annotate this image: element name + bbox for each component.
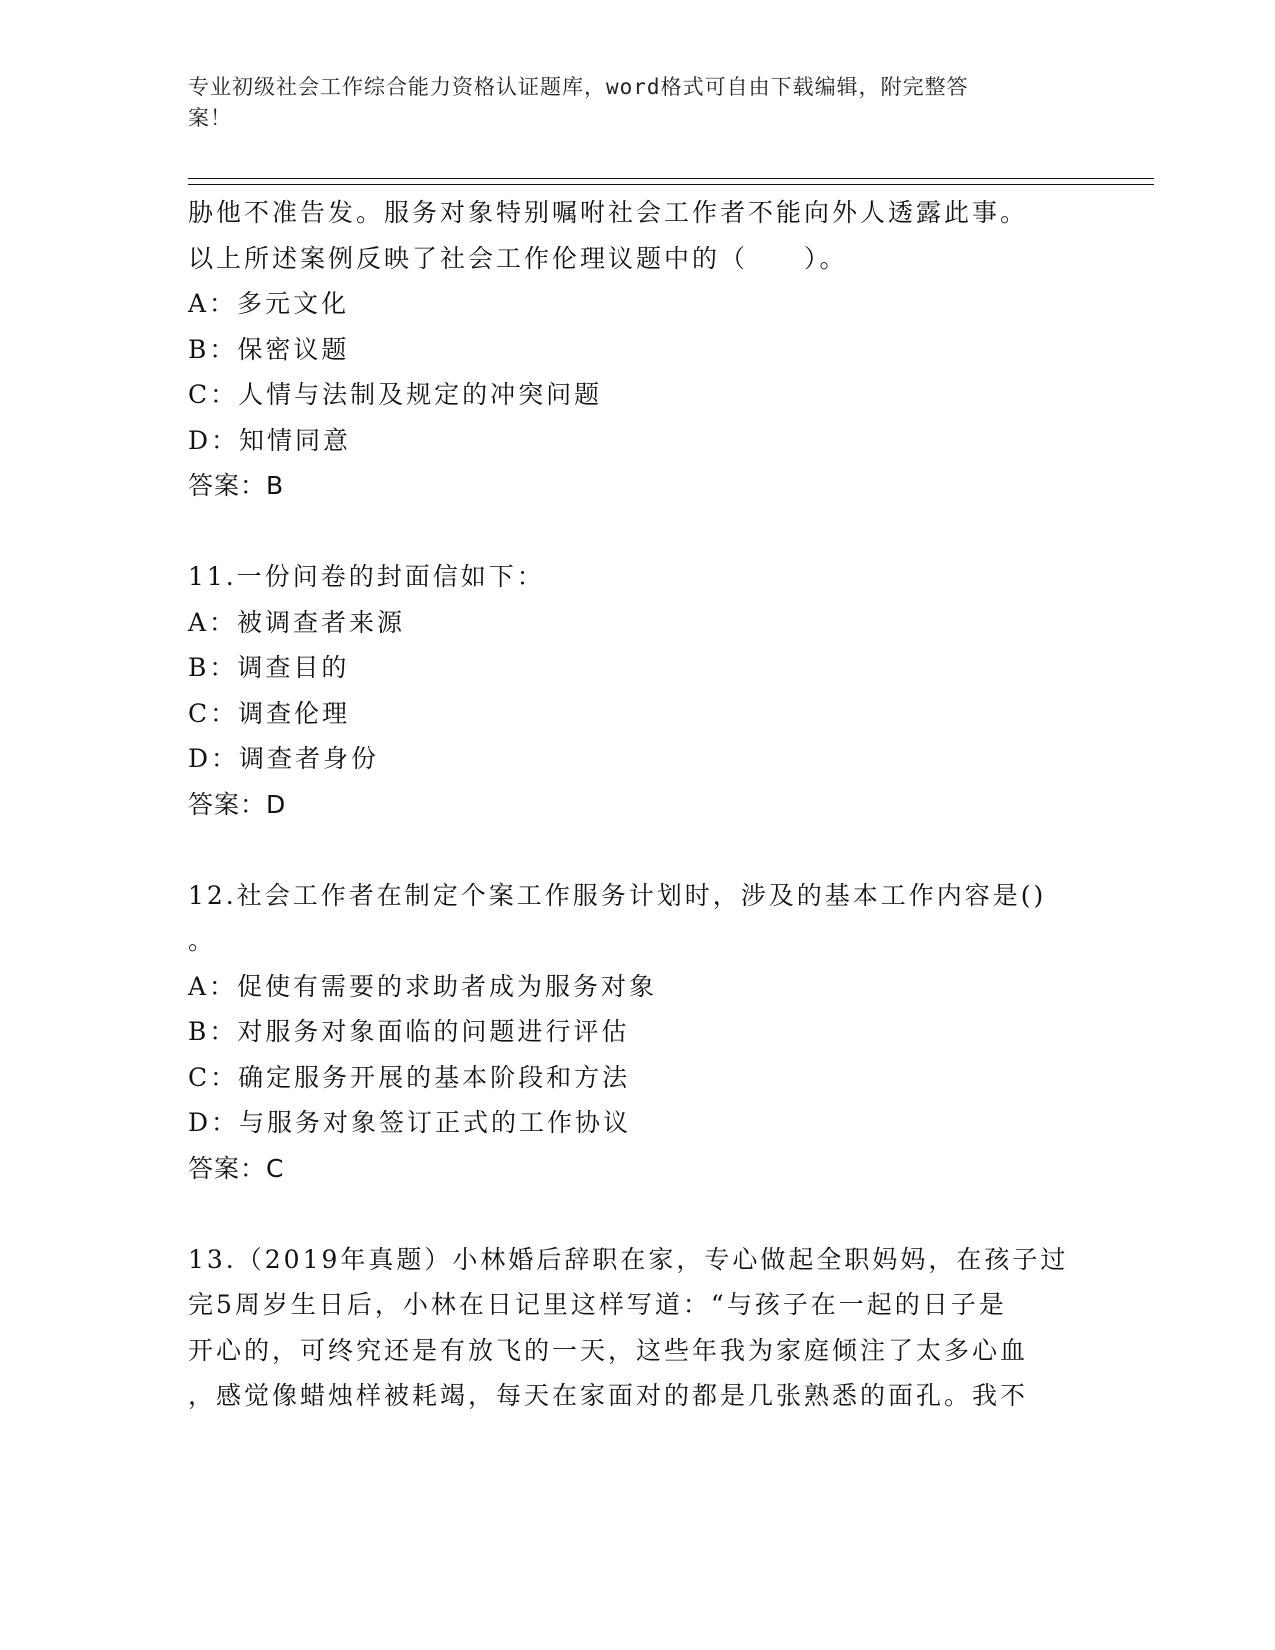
spacer	[188, 827, 1088, 873]
option-b: B：保密议题	[188, 334, 350, 364]
option-b: B：对服务对象面临的问题进行评估	[188, 1017, 630, 1046]
answer: 答案：B	[188, 471, 285, 500]
question-stem: 。	[188, 926, 217, 955]
option-d: D：知情同意	[188, 425, 352, 455]
question-stem: 完5周岁生日后，小林在日记里这样写道：“与孩子在一起的日子是	[188, 1290, 1007, 1319]
spacer	[188, 1191, 1088, 1237]
question-stem: 13.（2019年真题）小林婚后辞职在家，专心做起全职妈妈，在孩子过	[188, 1244, 1069, 1274]
option-a: A：促使有需要的求助者成为服务对象	[188, 971, 658, 1001]
header-line-2: 案！	[188, 106, 232, 130]
question-stem: 以上所述案例反映了社会工作伦理议题中的（ ）。	[188, 243, 848, 273]
option-c: C：确定服务开展的基本阶段和方法	[188, 1062, 631, 1092]
question-stem: 胁他不准告发。服务对象特别嘱咐社会工作者不能向外人透露此事。	[188, 198, 1029, 227]
answer: 答案：C	[188, 1153, 285, 1183]
option-a: A：被调查者来源	[188, 607, 406, 637]
question-stem: 12.社会工作者在制定个案工作服务计划时，涉及的基本工作内容是()	[188, 880, 1047, 910]
header-divider-bottom	[188, 184, 1154, 185]
spacer	[188, 509, 1088, 555]
question-stem: 11.一份问卷的封面信如下：	[188, 562, 545, 591]
option-a: A：多元文化	[188, 289, 350, 318]
answer: 答案：D	[188, 789, 287, 819]
option-c: C：调查伦理	[188, 698, 351, 728]
option-d: D：调查者身份	[188, 744, 380, 773]
document-header	[188, 72, 1068, 134]
question-list	[188, 190, 1088, 1419]
question-stem: ，感觉像蜡烛样被耗竭，每天在家面对的都是几张熟悉的面孔。我不	[188, 1381, 1029, 1410]
option-d: D：与服务对象签订正式的工作协议	[188, 1108, 632, 1137]
option-c: C：人情与法制及规定的冲突问题	[188, 380, 603, 409]
option-b: B：调查目的	[188, 653, 350, 682]
question-11	[188, 554, 1088, 827]
header-divider-top	[188, 178, 1154, 179]
question-13	[188, 1237, 1088, 1419]
question-10	[188, 190, 1088, 509]
question-12	[188, 873, 1088, 1192]
question-stem: 开心的，可终究还是有放飞的一天，这些年我为家庭倾注了太多心血	[188, 1335, 1029, 1365]
header-line-1: 专业初级社会工作综合能力资格认证题库，word格式可自由下载编辑，附完整答	[188, 75, 969, 99]
